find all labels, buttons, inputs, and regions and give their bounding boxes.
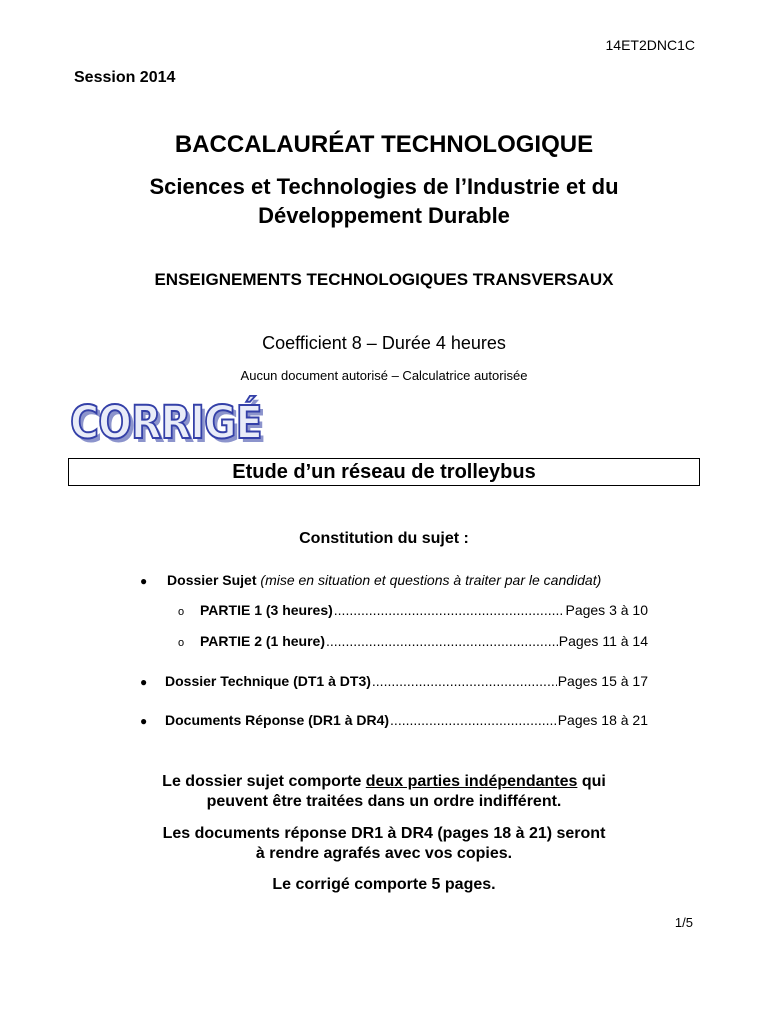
list-item-dossier-sujet	[140, 572, 601, 588]
calculator-note: Aucun document autorisé – Calculatrice autorisée	[240, 368, 528, 383]
note-corrige-pages: Le corrigé comporte 5 pages.	[272, 876, 496, 893]
exam-title: BACCALAURÉAT TECHNOLOGIQUE	[174, 131, 594, 158]
partie2-pages: Pages 11 à 14	[558, 633, 648, 649]
partie1-pages: Pages 3 à 10	[565, 602, 648, 618]
leader-dots	[390, 712, 557, 728]
document-code: 14ET2DNC1C	[605, 37, 695, 53]
note-line2: peuvent être traitées dans un ordre indifférent.	[206, 793, 562, 810]
constitution-heading: Constitution du sujet :	[299, 530, 469, 547]
dossier-sujet-label: Dossier Sujet	[167, 572, 257, 588]
page-number: 1/5	[674, 915, 693, 930]
note-line3: Les documents réponse DR1 à DR4 (pages 18 à 21) seront	[162, 825, 606, 842]
note-independent-parts	[0, 772, 768, 812]
partie1-label: PARTIE 1 (3 heures)	[200, 602, 333, 618]
note-answer-documents	[0, 824, 768, 864]
dossier-technique-pages: Pages 15 à 17	[557, 673, 648, 689]
session-label: Session 2014	[74, 69, 176, 86]
documents-reponse-pages: Pages 18 à 21	[557, 712, 648, 728]
note-line1-start: Le dossier sujet comporte	[162, 773, 366, 790]
subject-title: ENSEIGNEMENTS TECHNOLOGIQUES TRANSVERSAUX	[154, 270, 614, 289]
coefficient-duration: Coefficient 8 – Durée 4 heures	[262, 333, 506, 353]
leader-dots	[372, 673, 557, 689]
list-item-dossier-technique	[140, 673, 648, 689]
list-item-partie1	[178, 602, 648, 618]
circle-bullet-icon: o	[178, 637, 185, 649]
bullet-icon: ●	[140, 714, 148, 728]
series-title-line1: Sciences et Technologies de l’Industrie et du	[149, 174, 619, 199]
note-line4: à rendre agrafés avec vos copies.	[255, 845, 513, 862]
partie2-label: PARTIE 2 (1 heure)	[200, 633, 325, 649]
dossier-technique-label: Dossier Technique (DT1 à DT3)	[165, 673, 371, 689]
bullet-icon: ●	[140, 574, 148, 588]
leader-dots	[334, 602, 565, 618]
series-title	[0, 172, 768, 230]
study-title-box: Etude d’un réseau de trolleybus	[68, 458, 700, 486]
documents-reponse-label: Documents Réponse (DR1 à DR4)	[165, 712, 390, 728]
note-line1	[0, 772, 768, 792]
bullet-icon: ●	[140, 675, 148, 689]
list-item-documents-reponse	[140, 712, 648, 728]
circle-bullet-icon: o	[178, 606, 185, 618]
corrige-stamp: CORRIGÉ	[70, 396, 262, 449]
dossier-sujet-description: (mise en situation et questions à traiter par le candidat)	[260, 572, 602, 588]
series-title-line2: Développement Durable	[258, 203, 510, 228]
note-line1-underlined: deux parties indépendantes	[365, 773, 578, 790]
note-line1-end: qui	[577, 773, 606, 790]
leader-dots	[326, 633, 558, 649]
list-item-partie2	[178, 633, 648, 649]
